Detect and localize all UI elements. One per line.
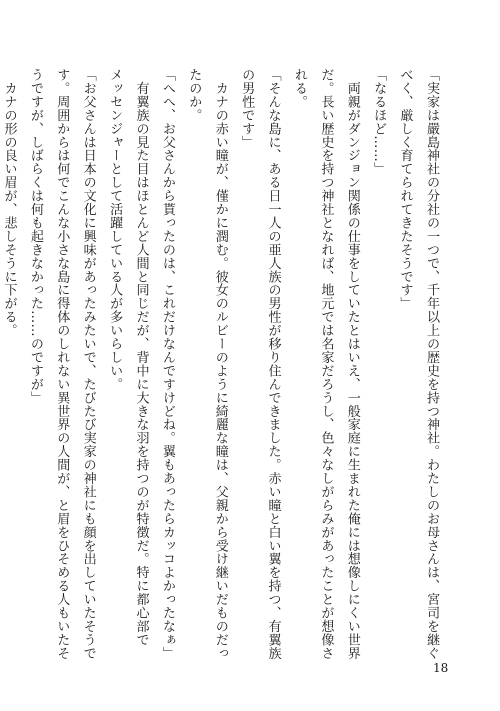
text-line: カナの赤い瞳が、僅かに潤む。彼女のルビーのように綺麗な瞳は、父親から受け継いだものだっ (212, 68, 228, 660)
text-line: 「お父さんは日本の文化に興味があったみたいで、たびたび実家の神社にも顔を出していたそうで (80, 68, 96, 660)
text-line: べく、厳しく育てられてきたそうです」 (397, 68, 413, 311)
text-line: 「なるほど……」 (371, 68, 387, 176)
text-line: す。周囲からは何でこんな小さな島に得体のしれない異世界の人間が、と眉をひそめる人もいたそ (54, 68, 70, 660)
text-line: たのか。 (186, 68, 202, 122)
text-line: 「そんな島に、ある日一人の亜人族の男性が移り住んできました。赤い瞳と白い翼を持つ、有翼族 (265, 68, 281, 660)
text-line: 両親がダンジョン関係の仕事をしていたとはいえ、一般家庭に生まれた俺には想像しにくい世界 (344, 68, 360, 660)
text-line: 有翼族の見た目はほとんど人間と同じだが、背中に大きな羽を持つのが特徴だ。特に都心部で (133, 68, 149, 647)
text-line: 「へへ、お父さんから貰ったのは、これだけなんですけどね。翼もあったらカッコよかったなぁ」 (159, 68, 175, 660)
text-line: うですが、しばらくは何も起きなかった……のですが」 (27, 68, 43, 405)
text-line: 「実家は嚴島神社の分社の一つで、千年以上の歴史を持つ神社。わたしのお母さんは、宮司を継ぐ (424, 68, 439, 660)
novel-text-block (0, 68, 444, 660)
page-number: 18 (433, 661, 449, 675)
text-line: れる。 (291, 68, 307, 109)
text-line: メッセンジャーとして活躍している人が多いらしい。 (107, 68, 123, 391)
text-line: の男性です」 (239, 68, 255, 149)
text-line: だ。長い歴史を持つ神社となれば、地元では名家だろうし、色々なしがらみがあったことが想像さ (318, 68, 334, 660)
text-line: カナの形の良い眉が、悲しそうに下がる。 (1, 68, 17, 337)
